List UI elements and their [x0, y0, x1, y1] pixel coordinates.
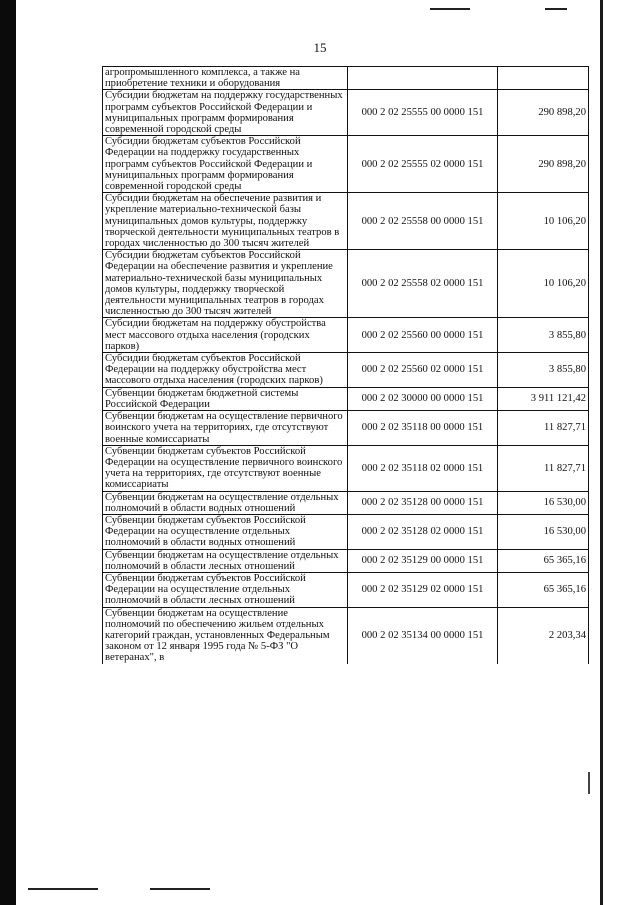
amount-cell: 2 203,34	[498, 607, 589, 664]
row-name-cell: Субвенции бюджетам субъектов Российской Федерации на осуществление отдельных полномочий в области лесных отношений	[103, 572, 348, 607]
amount-cell: 290 898,20	[498, 136, 589, 193]
row-name-cell: Субвенции бюджетам бюджетной системы Российской Федерации	[103, 387, 348, 410]
table-row	[103, 411, 589, 446]
budget-code-cell: 000 2 02 25558 02 0000 151	[348, 250, 498, 318]
table-row	[103, 387, 589, 410]
table-row	[103, 136, 589, 193]
row-name-cell: Субсидии бюджетам субъектов Российской Федерации на поддержку обустройства мест массового отдыха населения (городских парков)	[103, 353, 348, 388]
scan-mark	[28, 888, 98, 890]
budget-code-cell: 000 2 02 35128 02 0000 151	[348, 514, 498, 549]
budget-code-cell: 000 2 02 25560 00 0000 151	[348, 318, 498, 353]
table-row	[103, 491, 589, 514]
row-name-cell: Субвенции бюджетам на осуществление первичного воинского учета на территориях, где отсутствуют военные комиссариаты	[103, 411, 348, 446]
amount-cell: 3 855,80	[498, 353, 589, 388]
budget-code-cell: 000 2 02 35118 02 0000 151	[348, 445, 498, 491]
table-row	[103, 572, 589, 607]
row-name-cell: Субсидии бюджетам на обеспечение развития и укрепление материально-технической базы муниципальных домов культуры, поддержку творческой деятельности муниципальных театров в городах численностью до 300 тысяч жителей	[103, 193, 348, 250]
table-row	[103, 193, 589, 250]
row-name-cell: агропромышленного комплекса, а также на приобретение техники и оборудования	[103, 67, 348, 90]
amount-cell: 3 911 121,42	[498, 387, 589, 410]
scan-edge-right	[600, 0, 603, 905]
table-row	[103, 90, 589, 136]
row-name-cell: Субвенции бюджетам субъектов Российской Федерации на осуществление отдельных полномочий в области водных отношений	[103, 514, 348, 549]
amount-cell: 65 365,16	[498, 549, 589, 572]
table-row	[103, 445, 589, 491]
budget-table	[102, 66, 589, 664]
amount-cell	[498, 67, 589, 90]
row-name-cell: Субсидии бюджетам субъектов Российской Федерации на поддержку государственных программ субъектов Российской Федерации и муниципальных программ формирования современной городской среды	[103, 136, 348, 193]
budget-code-cell: 000 2 02 25555 02 0000 151	[348, 136, 498, 193]
margin-tick	[588, 772, 590, 794]
budget-code-cell: 000 2 02 35128 00 0000 151	[348, 491, 498, 514]
row-name-cell: Субвенции бюджетам на осуществление полномочий по обеспечению жильем отдельных категорий граждан, установленных Федеральным законом от 12 января 1995 года № 5-ФЗ "О ветеранах", в	[103, 607, 348, 664]
budget-code-cell: 000 2 02 35129 02 0000 151	[348, 572, 498, 607]
amount-cell: 10 106,20	[498, 193, 589, 250]
scan-edge-left	[0, 0, 16, 905]
budget-table-body	[103, 67, 589, 664]
budget-code-cell: 000 2 02 35129 00 0000 151	[348, 549, 498, 572]
amount-cell: 16 530,00	[498, 491, 589, 514]
budget-code-cell: 000 2 02 25558 00 0000 151	[348, 193, 498, 250]
row-name-cell: Субсидии бюджетам на поддержку государственных программ субъектов Российской Федерации и муниципальных программ формирования современной городской среды	[103, 90, 348, 136]
budget-code-cell	[348, 67, 498, 90]
row-name-cell: Субвенции бюджетам на осуществление отдельных полномочий в области водных отношений	[103, 491, 348, 514]
budget-code-cell: 000 2 02 25555 00 0000 151	[348, 90, 498, 136]
budget-code-cell: 000 2 02 25560 02 0000 151	[348, 353, 498, 388]
table-row	[103, 549, 589, 572]
scan-mark	[150, 888, 210, 890]
page-number: 15	[313, 40, 327, 55]
row-name-cell: Субсидии бюджетам на поддержку обустройства мест массового отдыха населения (городских парков)	[103, 318, 348, 353]
table-row	[103, 514, 589, 549]
scan-mark	[430, 8, 470, 10]
table-row	[103, 250, 589, 318]
table-row	[103, 318, 589, 353]
table-row	[103, 353, 589, 388]
amount-cell: 11 827,71	[498, 445, 589, 491]
budget-code-cell: 000 2 02 35134 00 0000 151	[348, 607, 498, 664]
amount-cell: 290 898,20	[498, 90, 589, 136]
row-name-cell: Субвенции бюджетам субъектов Российской Федерации на осуществление первичного воинского учета на территориях, где отсутствуют военные комиссариаты	[103, 445, 348, 491]
table-row	[103, 607, 589, 664]
budget-code-cell: 000 2 02 30000 00 0000 151	[348, 387, 498, 410]
amount-cell: 65 365,16	[498, 572, 589, 607]
amount-cell: 16 530,00	[498, 514, 589, 549]
scan-mark	[545, 8, 567, 10]
row-name-cell: Субвенции бюджетам на осуществление отдельных полномочий в области лесных отношений	[103, 549, 348, 572]
amount-cell: 11 827,71	[498, 411, 589, 446]
table-row	[103, 67, 589, 90]
amount-cell: 3 855,80	[498, 318, 589, 353]
row-name-cell: Субсидии бюджетам субъектов Российской Федерации на обеспечение развития и укрепление материально-технической базы муниципальных домов культуры, поддержку творческой деятельности муниципальных театров в городах численностью до 300 тысяч жителей	[103, 250, 348, 318]
budget-code-cell: 000 2 02 35118 00 0000 151	[348, 411, 498, 446]
amount-cell: 10 106,20	[498, 250, 589, 318]
